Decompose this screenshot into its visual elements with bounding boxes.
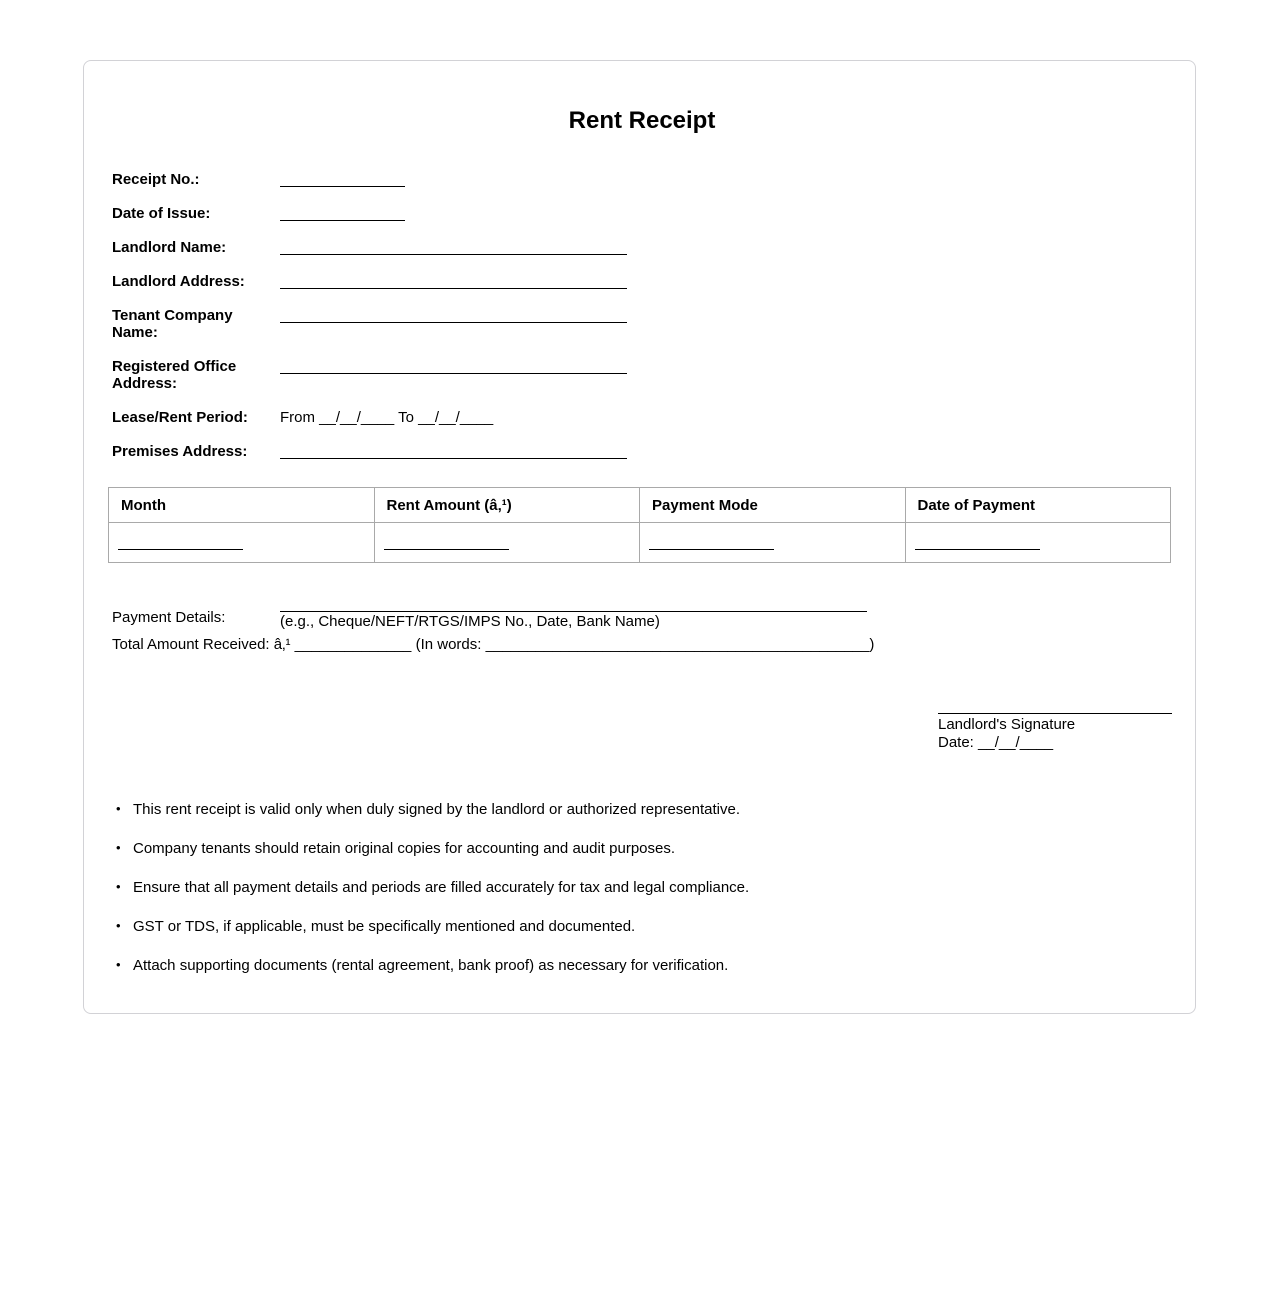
date-of-issue-blank-line <box>280 205 405 221</box>
fields-section <box>112 171 1172 460</box>
signature-label: Landlord's Signature <box>938 716 1076 733</box>
landlord-name-label: Landlord Name: <box>112 239 227 256</box>
lease-period-value: From __/__/____ To __/__/____ <box>280 409 494 426</box>
note-item: • This rent receipt is valid only when duly signed by the landlord or authorized representative. <box>116 801 741 818</box>
note-item: • Company tenants should retain original copies for accounting and audit purposes. <box>116 840 676 857</box>
note-item: • Ensure that all payment details and periods are filled accurately for tax and legal compliance. <box>116 879 750 896</box>
payment-section <box>112 604 1172 653</box>
landlord-address-blank-line <box>280 273 627 289</box>
note-item: • Attach supporting documents (rental agreement, bank proof) as necessary for verification. <box>116 957 729 974</box>
field-row-landlord-address <box>112 273 1172 290</box>
bullet-icon: • <box>116 879 121 894</box>
bullet-icon: • <box>116 918 121 933</box>
month-blank-line <box>118 549 243 550</box>
signature-line <box>938 713 1172 714</box>
field-row-receipt-no <box>112 171 1172 188</box>
payment-details-row <box>112 604 1172 630</box>
rent-amount-blank-line <box>384 549 509 550</box>
premises-address-label: Premises Address: <box>112 443 248 460</box>
field-row-registered-office <box>112 358 1172 392</box>
payment-details-hint: (e.g., Cheque/NEFT/RTGS/IMPS No., Date, Bank Name) <box>280 613 660 630</box>
rent-payments-table <box>108 487 1171 563</box>
total-amount-blank: ______________ <box>294 636 412 653</box>
receipt-no-label: Receipt No.: <box>112 171 200 188</box>
receipt-no-blank-line <box>280 171 405 187</box>
total-amount-label: Total Amount Received: <box>112 636 270 653</box>
bullet-icon: • <box>116 957 121 972</box>
tenant-company-blank-line <box>280 307 627 323</box>
rent-receipt-document <box>83 60 1196 1014</box>
payment-details-blank-line <box>280 604 867 612</box>
notes-list <box>112 802 1172 974</box>
field-row-tenant-company <box>112 307 1172 341</box>
bullet-icon: • <box>116 840 121 855</box>
signature-date: Date: __/__/____ <box>938 734 1054 751</box>
landlord-address-label: Landlord Address: <box>112 273 245 290</box>
landlord-name-blank-line <box>280 239 627 255</box>
col-header-date-of-payment: Date of Payment <box>905 488 1171 523</box>
registered-office-label: Registered Office Address: <box>112 358 237 392</box>
table-header-row <box>109 488 1171 523</box>
col-header-month: Month <box>109 488 375 523</box>
in-words-close-paren: ) <box>869 636 875 653</box>
field-row-date-of-issue <box>112 205 1172 222</box>
table-row <box>109 523 1171 563</box>
col-header-rent-amount: Rent Amount (â‚¹) <box>374 488 640 523</box>
field-row-premises-address <box>112 443 1172 460</box>
field-row-lease-period <box>112 409 1172 426</box>
col-header-payment-mode: Payment Mode <box>640 488 906 523</box>
date-of-payment-blank-line <box>915 549 1040 550</box>
premises-address-blank-line <box>280 443 627 459</box>
currency-symbol: â‚¹ <box>273 636 291 653</box>
page-title: Rent Receipt <box>568 107 716 134</box>
tenant-company-label: Tenant Company Name: <box>112 307 233 341</box>
note-item: • GST or TDS, if applicable, must be specifically mentioned and documented. <box>116 918 636 935</box>
date-of-issue-label: Date of Issue: <box>112 205 211 222</box>
payment-mode-blank-line <box>649 549 774 550</box>
signature-block <box>938 713 1172 752</box>
in-words-label: (In words: <box>415 636 482 653</box>
registered-office-blank-line <box>280 358 627 374</box>
bullet-icon: • <box>116 801 121 816</box>
in-words-blank: ______________________________________________ <box>485 636 870 653</box>
field-row-landlord-name <box>112 239 1172 256</box>
lease-period-label: Lease/Rent Period: <box>112 409 248 426</box>
payment-details-label: Payment Details: <box>112 609 226 626</box>
total-amount-row <box>112 636 1172 653</box>
